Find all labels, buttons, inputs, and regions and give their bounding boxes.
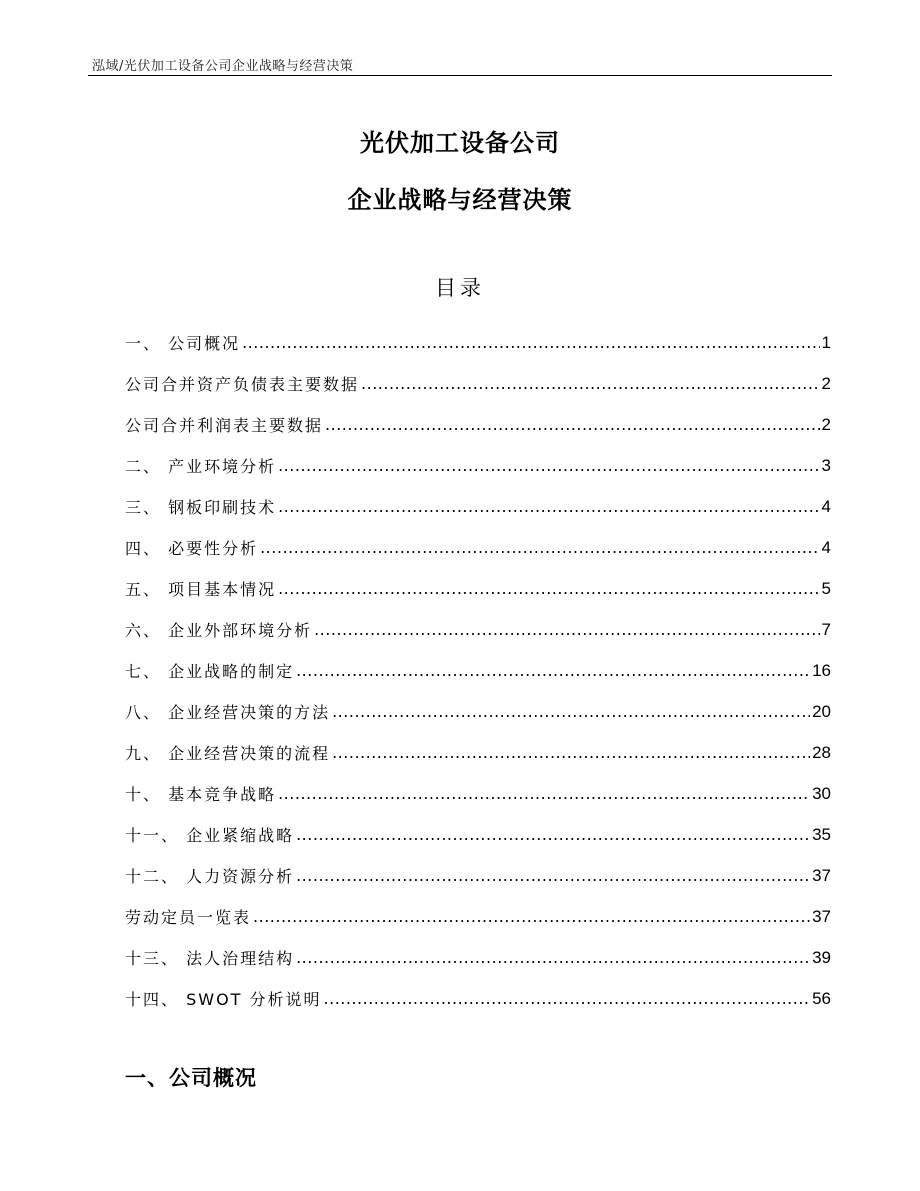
toc-dot-leader bbox=[296, 948, 810, 967]
toc-entry-label: 十、 基本竞争战略 bbox=[125, 785, 277, 804]
toc-dot-leader bbox=[332, 702, 810, 721]
toc-entry-page: 4 bbox=[821, 537, 831, 557]
toc-dot-leader bbox=[361, 374, 820, 393]
toc-entry-label: 三、 钢板印刷技术 bbox=[125, 498, 277, 517]
toc-entry-label: 二、 产业环境分析 bbox=[125, 457, 277, 476]
toc-dot-leader bbox=[278, 784, 810, 803]
toc-entry[interactable] bbox=[125, 486, 831, 527]
toc-dot-leader bbox=[314, 620, 819, 639]
toc-dot-leader bbox=[325, 415, 820, 434]
document-subtitle: 企业战略与经营决策 bbox=[347, 186, 573, 214]
toc-entry-label: 十一、 企业紧缩战略 bbox=[125, 826, 295, 845]
toc-entry[interactable] bbox=[125, 322, 831, 363]
toc-entry[interactable] bbox=[125, 814, 831, 855]
document-title: 光伏加工设备公司 bbox=[360, 129, 560, 157]
toc-dot-leader bbox=[278, 456, 819, 475]
toc-entry[interactable] bbox=[125, 363, 831, 404]
toc-entry-page: 28 bbox=[812, 742, 831, 762]
toc-entry[interactable] bbox=[125, 445, 831, 486]
toc-entry-page: 30 bbox=[812, 783, 831, 803]
toc-heading: 目录 bbox=[435, 276, 485, 300]
header-divider bbox=[88, 75, 832, 76]
toc-entry-label: 七、 企业战略的制定 bbox=[125, 662, 295, 681]
toc-dot-leader bbox=[324, 989, 811, 1008]
toc-entry-label: 公司合并利润表主要数据 bbox=[125, 416, 324, 435]
toc-entry-label: 五、 项目基本情况 bbox=[125, 580, 277, 599]
toc-entry-page: 4 bbox=[821, 496, 831, 516]
toc-entry-label: 八、 企业经营决策的方法 bbox=[125, 703, 331, 722]
toc-entry-label: 十三、 法人治理结构 bbox=[125, 949, 295, 968]
toc-entry[interactable] bbox=[125, 855, 831, 896]
toc-entry-page: 37 bbox=[812, 906, 831, 926]
toc-dot-leader bbox=[278, 579, 819, 598]
toc-entry-page: 56 bbox=[812, 988, 831, 1008]
toc-entry[interactable] bbox=[125, 732, 831, 773]
toc-entry-page: 35 bbox=[812, 824, 831, 844]
toc-entry[interactable] bbox=[125, 978, 831, 1019]
toc-dot-leader bbox=[242, 333, 819, 352]
toc-entry[interactable] bbox=[125, 568, 831, 609]
toc-dot-leader bbox=[296, 866, 810, 885]
toc-entry-page: 1 bbox=[821, 332, 831, 352]
toc-entry[interactable] bbox=[125, 896, 831, 937]
toc-entry-page: 2 bbox=[821, 414, 831, 434]
toc-entry-label: 一、 公司概况 bbox=[125, 334, 241, 353]
section-heading: 一、公司概况 bbox=[125, 1066, 257, 1090]
toc-entry-label: 九、 企业经营决策的流程 bbox=[125, 744, 331, 763]
toc-entry-page: 20 bbox=[812, 701, 831, 721]
toc-entry[interactable] bbox=[125, 404, 831, 445]
toc-entry[interactable] bbox=[125, 773, 831, 814]
toc-entry-label: 四、 必要性分析 bbox=[125, 539, 259, 558]
running-header: 泓域/光伏加工设备公司企业战略与经营决策 bbox=[92, 59, 354, 74]
toc-dot-leader bbox=[296, 825, 810, 844]
toc-entry-page: 37 bbox=[812, 865, 831, 885]
toc-entry[interactable] bbox=[125, 691, 831, 732]
toc-entry-page: 7 bbox=[821, 619, 831, 639]
toc-entry-label: 公司合并资产负债表主要数据 bbox=[125, 375, 360, 394]
toc-dot-leader bbox=[332, 743, 810, 762]
toc-entry-page: 16 bbox=[812, 660, 831, 680]
toc-entry-label: 六、 企业外部环境分析 bbox=[125, 621, 313, 640]
toc-entry[interactable] bbox=[125, 937, 831, 978]
toc-entry[interactable] bbox=[125, 609, 831, 650]
toc-entry-page: 39 bbox=[812, 947, 831, 967]
toc-entry-page: 3 bbox=[821, 455, 831, 475]
toc-entry-label: 十四、 SWOT 分析说明 bbox=[125, 990, 322, 1009]
toc-dot-leader bbox=[260, 538, 819, 557]
toc-entry[interactable] bbox=[125, 527, 831, 568]
toc-entry-page: 2 bbox=[821, 373, 831, 393]
toc-dot-leader bbox=[253, 907, 810, 926]
toc-dot-leader bbox=[296, 661, 810, 680]
toc-entry[interactable] bbox=[125, 650, 831, 691]
toc-entry-label: 十二、 人力资源分析 bbox=[125, 867, 295, 886]
toc-entry-page: 5 bbox=[821, 578, 831, 598]
toc-entry-label: 劳动定员一览表 bbox=[125, 908, 252, 927]
table-of-contents bbox=[125, 322, 831, 1019]
toc-dot-leader bbox=[278, 497, 819, 516]
